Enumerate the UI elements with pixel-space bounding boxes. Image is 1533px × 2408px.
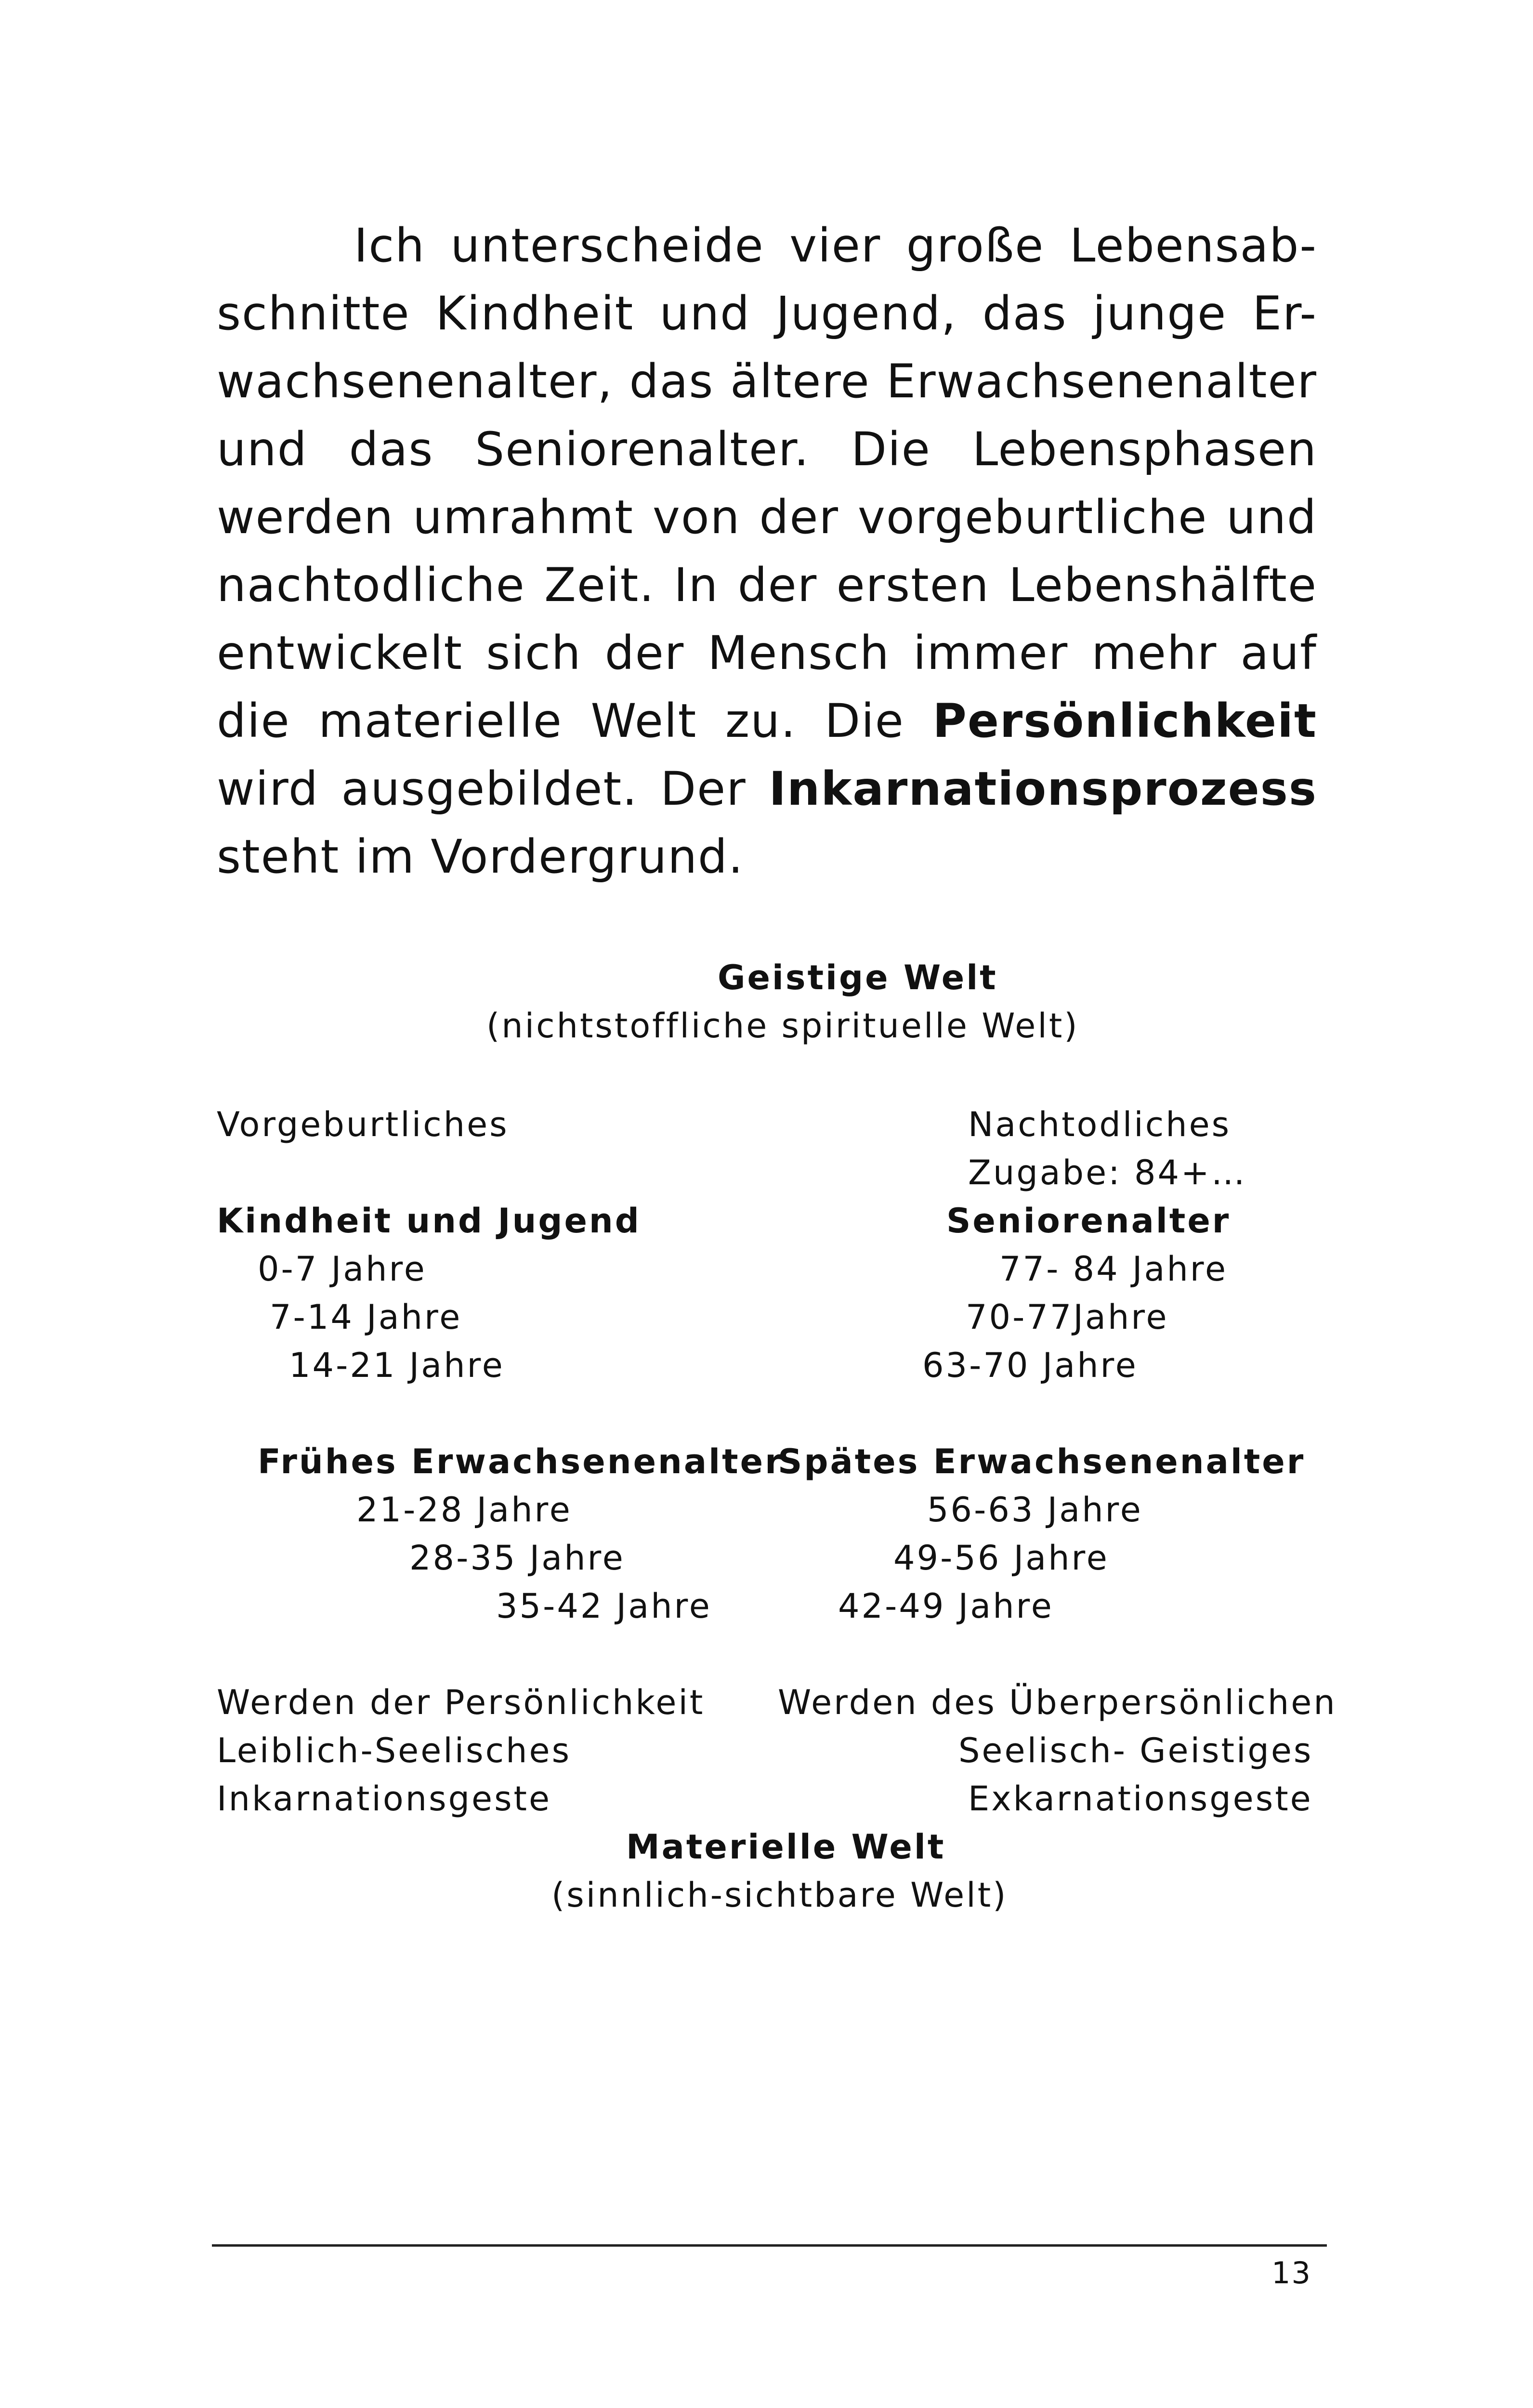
- paragraph-line: entwickelt sich der Mensch immer mehr auf: [217, 626, 1317, 680]
- stage-title-seniorenalter: Seniorenalter: [946, 1201, 1231, 1241]
- paragraph-line: Ich unterscheide vier große Lebensab-: [354, 219, 1317, 273]
- summary-left: Werden der Persönlichkeit: [217, 1683, 705, 1722]
- summary-left: Leiblich-Seelisches: [217, 1731, 572, 1770]
- paragraph-line: wird ausgebildet. Der Inkarnationsprozess: [217, 755, 1317, 823]
- page-number: 13: [1271, 2255, 1311, 2290]
- label-vorgeburtliches: Vorgeburtliches: [217, 1105, 509, 1144]
- diagram-bottom-subtitle: (sinnlich-sichtbare Welt): [551, 1875, 1008, 1915]
- paragraph-line: und das Seniorenalter. Die Lebensphasen: [217, 422, 1317, 476]
- age-range: 35-42 Jahre: [496, 1586, 712, 1626]
- summary-right: Exkarnationsgeste: [968, 1779, 1313, 1819]
- emphasis-inkarnationsprozess: Inkarnationsprozess: [769, 762, 1317, 816]
- stage-title-kindheit: Kindheit und Jugend: [217, 1201, 641, 1241]
- diagram-bottom-title: Materielle Welt: [626, 1827, 946, 1867]
- label-zugabe: Zugabe: 84+…: [968, 1153, 1247, 1192]
- paragraph-line: wachsenenalter, das ältere Erwachsenenalter: [217, 354, 1317, 408]
- paragraph-line: nachtodliche Zeit. In der ersten Lebenshälfte: [217, 558, 1317, 612]
- age-range: 56-63 Jahre: [927, 1490, 1143, 1530]
- age-range: 7-14 Jahre: [270, 1297, 462, 1337]
- paragraph-line: steht im Vordergrund.: [217, 830, 744, 884]
- age-range: 14-21 Jahre: [289, 1346, 505, 1385]
- paragraph-line: schnitte Kindheit und Jugend, das junge Er-: [217, 287, 1317, 340]
- age-range: 63-70 Jahre: [922, 1346, 1138, 1385]
- summary-right: Seelisch- Geistiges: [958, 1731, 1313, 1770]
- emphasis-persoenlichkeit: Persönlichkeit: [932, 694, 1317, 748]
- age-range: 28-35 Jahre: [409, 1538, 625, 1578]
- stage-title-spaetes: Spätes Erwachsenenalter: [778, 1442, 1306, 1481]
- footer-rule: [212, 2244, 1327, 2247]
- age-range: 77- 84 Jahre: [999, 1249, 1228, 1289]
- age-range: 42-49 Jahre: [838, 1586, 1054, 1626]
- intro-paragraph: [217, 212, 1317, 891]
- age-range: 49-56 Jahre: [893, 1538, 1109, 1578]
- paragraph-line: die materielle Welt zu. Die Persönlichkeit: [217, 687, 1317, 755]
- age-range: 70-77Jahre: [966, 1297, 1169, 1337]
- paragraph-line: werden umrahmt von der vorgeburtliche und: [217, 490, 1317, 544]
- stage-title-fruehes: Frühes Erwachsenenalter: [258, 1442, 784, 1481]
- diagram-top-title: Geistige Welt: [718, 958, 998, 997]
- age-range: 21-28 Jahre: [356, 1490, 572, 1530]
- summary-right: Werden des Überpersönlichen: [778, 1683, 1337, 1722]
- label-nachtodliches: Nachtodliches: [968, 1105, 1232, 1144]
- diagram-top-subtitle: (nichtstoffliche spirituelle Welt): [486, 1006, 1079, 1046]
- summary-left: Inkarnationsgeste: [217, 1779, 552, 1819]
- age-range: 0-7 Jahre: [258, 1249, 427, 1289]
